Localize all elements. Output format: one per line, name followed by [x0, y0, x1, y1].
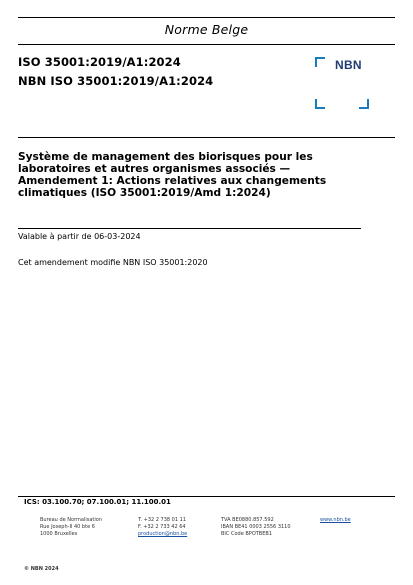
footer-contact	[138, 517, 187, 538]
footer-address	[40, 517, 102, 538]
document-title: Système de management des biorisques pour les laboratoires et autres organismes associés — Amendement 1: Actions relatives aux changements climatiques (ISO 35001:2019/Amd 1:2024)	[18, 151, 327, 199]
document-type-heading: Norme Belge	[164, 22, 249, 37]
divider	[18, 496, 395, 497]
validity-date: Valable à partir de 06-03-2024	[18, 232, 141, 241]
footer-phone: T. +32 2 738 01 11	[138, 517, 186, 523]
logo-corner-bottom-right	[359, 99, 369, 109]
ics-codes: ICS: 03.100.70; 07.100.01; 11.100.01	[24, 498, 171, 506]
amendment-note: Cet amendement modifie NBN ISO 35001:2020	[18, 258, 208, 267]
footer-email-link[interactable]: production@nbn.be	[138, 531, 188, 537]
logo-text: NBN	[335, 58, 362, 72]
footer-vat: TVA BE0880.857.592	[221, 517, 274, 523]
copyright: © NBN 2024	[24, 566, 59, 572]
divider	[18, 44, 395, 45]
footer-fax: F. +32 2 733 42 64	[138, 524, 186, 530]
nbn-reference: NBN ISO 35001:2019/A1:2024	[18, 74, 214, 88]
footer-website	[320, 517, 351, 524]
divider	[18, 137, 395, 138]
footer-iban: IBAN BE41 0003 2556 3110	[221, 524, 291, 530]
footer-city: 1000 Bruxelles	[40, 531, 78, 537]
nbn-logo	[315, 57, 369, 109]
logo-corner-top-left	[315, 57, 325, 67]
top-rule	[18, 17, 395, 18]
logo-corner-bottom-left	[315, 99, 325, 109]
iso-reference: ISO 35001:2019/A1:2024	[18, 55, 181, 69]
footer-website-link[interactable]: www.nbn.be	[320, 517, 351, 523]
footer-org: Bureau de Normalisation	[40, 517, 103, 523]
footer-street: Rue Joseph-II 40 bte 6	[40, 524, 95, 530]
footer-bic: BIC Code BPOTBEB1	[221, 531, 273, 537]
divider	[18, 228, 361, 229]
footer-bank	[221, 517, 291, 538]
